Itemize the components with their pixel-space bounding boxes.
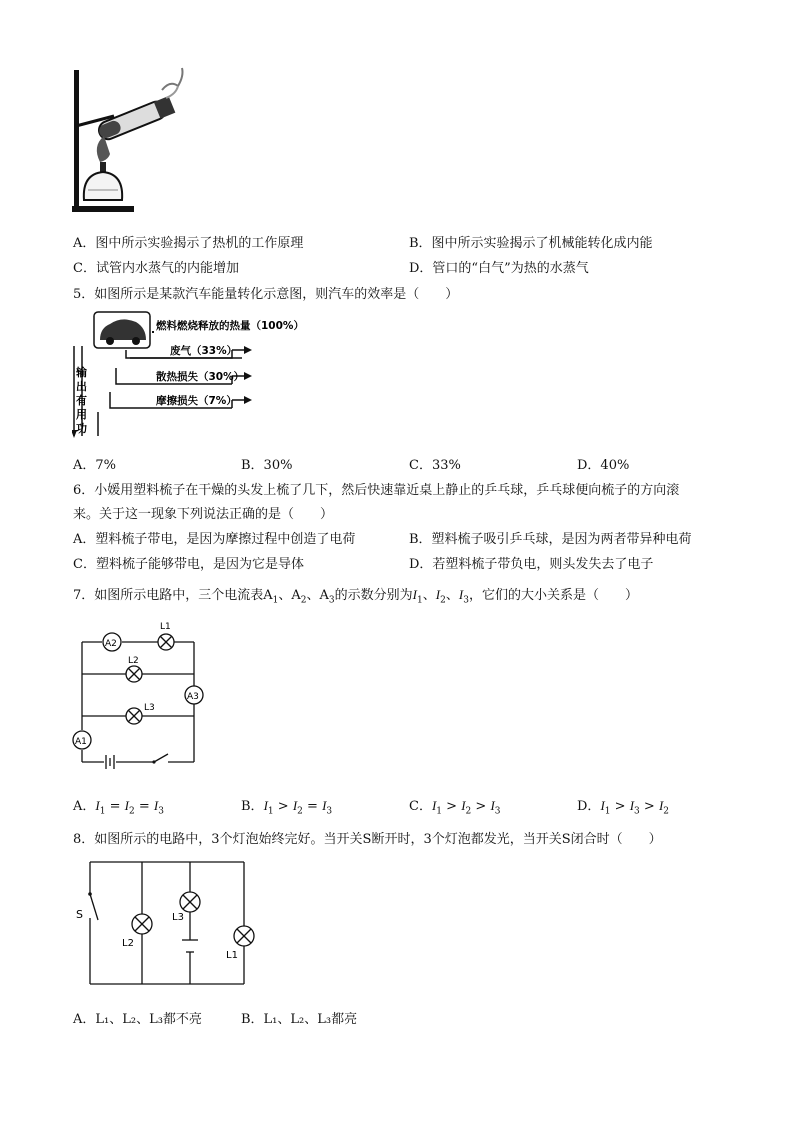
q4-option-c[interactable]: C．试管内水蒸气的内能增加 xyxy=(73,261,239,276)
q8-stem: 8．如图所示的电路中，3个灯泡始终完好。当开关S断开时，3个灯泡都发光，当开关S闭合时（ ） xyxy=(73,832,662,847)
ammeter-a1-label: A1 xyxy=(75,737,87,747)
q7-option-a[interactable]: A．$I_1 = I_2 = I_3$ xyxy=(73,798,164,817)
q6-option-b[interactable]: B．塑料梳子吸引乒乓球，是因为两者带异种电荷 xyxy=(409,532,692,547)
car-icon xyxy=(94,312,150,348)
q7-option-c[interactable]: C．$I_1 > I_2 > I_3$ xyxy=(409,798,501,817)
q6-option-a[interactable]: A．塑料梳子带电，是因为摩擦过程中创造了电荷 xyxy=(73,532,356,547)
q7-option-d[interactable]: D．$I_1 > I_3 > I_2$ xyxy=(577,798,670,817)
lamp-l2-label: L2 xyxy=(122,938,134,949)
useful-work-char: 输 xyxy=(76,366,87,379)
lamp-l3-label: L3 xyxy=(144,703,155,713)
q5-option-d[interactable]: D．40% xyxy=(577,458,630,473)
q5-option-c[interactable]: C．33% xyxy=(409,458,461,473)
q7-stem: 7．如图所示电路中，三个电流表$A_1$、$A_2$、$A_3$的示数分别为$I_1$、$I_2$、$I_3$，它们的大小关系是（ ） xyxy=(73,587,638,606)
lamp-l1-label: L1 xyxy=(226,950,238,961)
lamp-l1-label: L1 xyxy=(160,622,171,632)
lamp-l2-label: L2 xyxy=(128,656,139,666)
q6-option-d[interactable]: D．若塑料梳子带负电，则头发失去了电子 xyxy=(409,557,654,572)
useful-work-char: 功 xyxy=(76,422,87,435)
friction-loss-label: 摩擦损失（7%） xyxy=(156,395,237,407)
q8-circuit-diagram xyxy=(74,856,264,990)
q5-stem: 5．如图所示是某款汽车能量转化示意图，则汽车的效率是（ ） xyxy=(73,287,459,302)
q4-option-d[interactable]: D．管口的“白气”为热的水蒸气 xyxy=(409,261,589,276)
q4-option-a[interactable]: A．图中所示实验揭示了热机的工作原理 xyxy=(73,236,304,251)
q5-option-a[interactable]: A．7% xyxy=(73,458,117,473)
q7-option-b[interactable]: B．$I_1 > I_2 = I_3$ xyxy=(241,798,333,817)
q7-circuit-diagram xyxy=(70,618,210,770)
q8-option-a[interactable]: A．L₁、L₂、L₃都不亮 xyxy=(73,1012,202,1027)
q6-option-c[interactable]: C．塑料梳子能够带电，是因为它是导体 xyxy=(73,557,304,572)
useful-work-char: 出 xyxy=(76,380,87,393)
ammeter-a3-label: A3 xyxy=(187,692,199,702)
exhaust-label: 废气（33%） xyxy=(170,345,238,357)
ammeter-a2-label: A2 xyxy=(105,639,117,649)
useful-work-char: 用 xyxy=(76,408,87,421)
q6-stem-line2: 来。关于这一现象下列说法正确的是（ ） xyxy=(73,507,334,522)
switch-s-label: S xyxy=(76,908,83,921)
q8-option-b[interactable]: B．L₁、L₂、L₃都亮 xyxy=(241,1012,358,1027)
q6-stem-line1: 6．小媛用塑料梳子在干燥的头发上梳了几下，然后快速靠近桌上静止的乒乓球，乒乓球便向梳子的方向滚 xyxy=(73,483,680,498)
heat-loss-label: 散热损失（30%） xyxy=(156,371,245,383)
useful-work-char: 有 xyxy=(76,394,87,407)
fuel-label: 燃料燃烧释放的热量（100%） xyxy=(156,320,304,332)
q5-option-b[interactable]: B．30% xyxy=(241,458,293,473)
lamp-l3-label: L3 xyxy=(172,912,184,923)
test-tube-apparatus-figure xyxy=(66,64,186,216)
q4-option-b[interactable]: B．图中所示实验揭示了机械能转化成内能 xyxy=(409,236,653,251)
car-energy-diagram xyxy=(72,306,312,442)
